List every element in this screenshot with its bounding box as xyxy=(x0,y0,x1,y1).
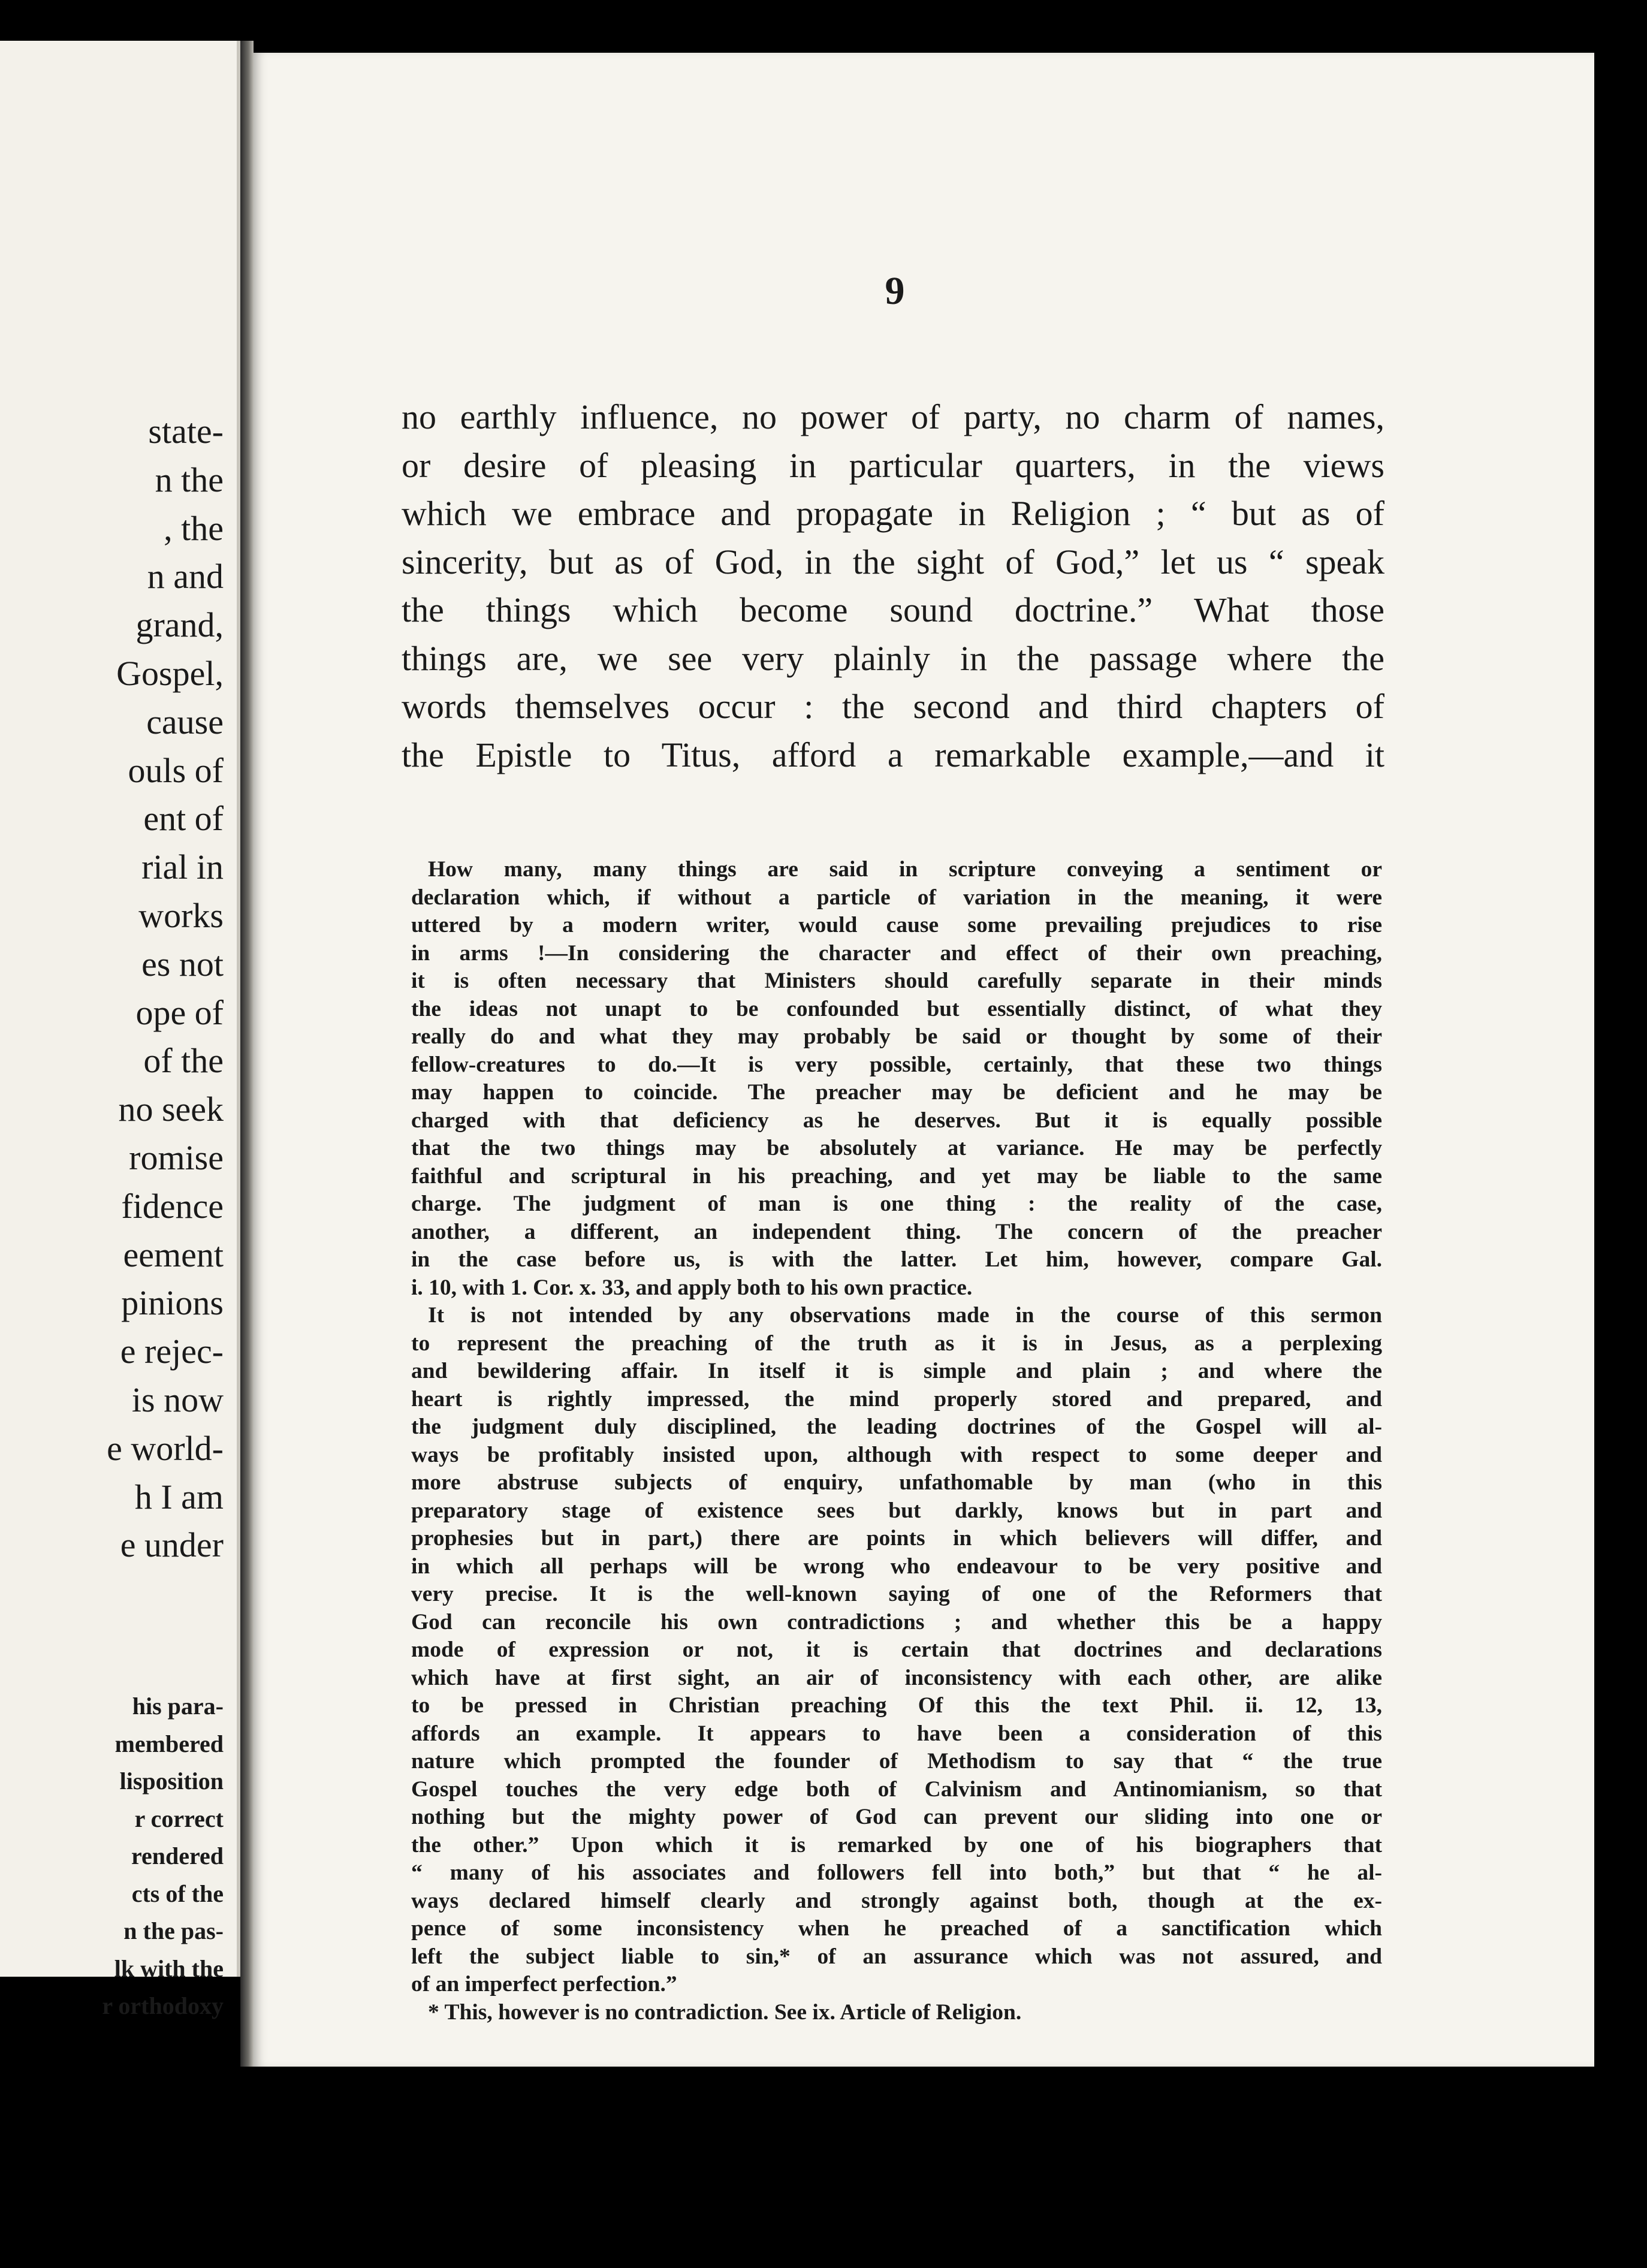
footnote-line: and bewildering affair. In itself it is simple and plain ; and where the xyxy=(411,1359,1382,1383)
footnote-line: very precise. It is the well-known saying of one of the Reformers that xyxy=(411,1582,1382,1606)
footnote-line: charged with that deficiency as he deserves. But it is equally possible xyxy=(411,1108,1382,1133)
facing-page-line: e under xyxy=(120,1525,224,1565)
footnote-line: more abstruse subjects of enquiry, unfathomable by man (who in this xyxy=(411,1470,1382,1495)
footnote-line: faithful and scriptural in his preaching, and yet may be liable to the same xyxy=(411,1163,1382,1189)
footnote-line: prophesies but in part,) there are points in which believers will differ, and xyxy=(411,1526,1382,1551)
facing-page-line: n and xyxy=(147,557,224,596)
facing-page-note-line: cts of the xyxy=(131,1880,224,1907)
body-line: the Epistle to Titus, afford a remarkable example,—and it xyxy=(402,735,1384,774)
footnote-line: fellow-creatures to do.—It is very possible, certainly, that these two things xyxy=(411,1052,1382,1077)
body-line: sincerity, but as of God, in the sight of God,” let us “ speak xyxy=(402,542,1384,581)
body-line: things are, we see very plainly in the passage where the xyxy=(402,638,1384,678)
footnote-line: that the two things may be absolutely at variance. He may be perfectly xyxy=(411,1136,1382,1160)
facing-page-note-line: r orthodoxy xyxy=(102,1992,224,2019)
footnote-line: It is not intended by any observations made in the course of this sermon xyxy=(428,1303,1382,1328)
facing-page-line: ope of xyxy=(135,993,224,1032)
body-paragraph xyxy=(402,393,1384,779)
facing-page-line: Gospel, xyxy=(116,653,224,693)
facing-page-line: ouls of xyxy=(128,750,224,790)
facing-page-footnote xyxy=(102,1688,224,2025)
footnote-line: in the case before us, is with the latter. Let him, however, compare Gal. xyxy=(411,1247,1382,1272)
footnote-line: charge. The judgment of man is one thing : the reality of the case, xyxy=(411,1192,1382,1216)
facing-page-note-line: his para- xyxy=(132,1693,224,1720)
book-page xyxy=(254,53,1594,2067)
footnote-line: declaration which, if without a particle of variation in the meaning, it were xyxy=(411,885,1382,910)
footnote-line: nature which prompted the founder of Methodism to say that “ the true xyxy=(411,1749,1382,1774)
facing-page-line: pinions xyxy=(121,1283,224,1323)
footnote-line: in arms !—In considering the character and effect of their own preaching, xyxy=(411,940,1382,966)
footnote-line: the ideas not unapt to be confounded but essentially distinct, of what they xyxy=(411,996,1382,1021)
footnote-line: uttered by a modern writer, would cause some prevailing prejudices to rise xyxy=(411,913,1382,937)
facing-page-line: works xyxy=(138,895,224,935)
body-line: or desire of pleasing in particular quarters, in the views xyxy=(402,445,1384,485)
facing-page-line: h I am xyxy=(134,1477,224,1516)
footnote-line: really do and what they may probably be said or thought by some of their xyxy=(411,1024,1382,1049)
footnote-line: nothing but the mighty power of God can prevent our sliding into one or xyxy=(411,1805,1382,1829)
footnote-line: “ many of his associates and followers fell into both,” but that “ he al- xyxy=(411,1860,1382,1885)
footnote-line: left the subject liable to sin,* of an assurance which was not assured, and xyxy=(411,1944,1382,1969)
footnote-line: pence of some inconsistency when he preached of a sanctification which xyxy=(411,1916,1382,1941)
footnote-line: the other.” Upon which it is remarked by one of his biographers that xyxy=(411,1832,1382,1857)
facing-page-note-line: lisposition xyxy=(119,1768,224,1795)
facing-page-line: romise xyxy=(129,1138,224,1177)
facing-page-note-line: r correct xyxy=(134,1805,224,1832)
footnote-line: preparatory stage of existence sees but darkly, knows but in part and xyxy=(411,1498,1382,1523)
facing-page-line: is now xyxy=(131,1380,224,1419)
footnotes xyxy=(411,856,1382,2026)
book-gutter xyxy=(240,41,254,2067)
footnote-line: another, a different, an independent thing. The concern of the preacher xyxy=(411,1219,1382,1244)
body-line: words themselves occur : the second and third chapters of xyxy=(402,687,1384,726)
facing-page-line: no seek xyxy=(118,1090,224,1129)
footnote-line: to represent the preaching of the truth as it is in Jesus, as a perplexing xyxy=(411,1331,1382,1356)
facing-page-line: n the xyxy=(155,460,224,499)
facing-page-line: , the xyxy=(164,508,224,548)
facing-page-line: state- xyxy=(148,412,224,451)
footnote-line: of an imperfect perfection.” xyxy=(411,1972,677,1996)
footnote-line: How many, many things are said in scripture conveying a sentiment or xyxy=(428,857,1382,882)
facing-page-line: eement xyxy=(123,1235,224,1274)
footnote-line: Gospel touches the very edge both of Calvinism and Antinomianism, so that xyxy=(411,1777,1382,1802)
facing-page-note-line: n the pas- xyxy=(123,1917,224,1944)
facing-page-line: rial in xyxy=(141,848,224,887)
page-number: 9 xyxy=(885,269,905,313)
facing-page-line: of the xyxy=(143,1041,224,1081)
footnote-line: it is often necessary that Ministers should carefully separate in their minds xyxy=(411,969,1382,993)
footnote-line: may happen to coincide. The preacher may be deficient and he may be xyxy=(411,1080,1382,1105)
facing-page-line: e rejec- xyxy=(120,1332,224,1371)
footnote-line: to be pressed in Christian preaching Of this the text Phil. ii. 12, 13, xyxy=(411,1693,1382,1718)
facing-page-note-line: membered xyxy=(114,1730,224,1757)
facing-page-line: fidence xyxy=(121,1186,224,1226)
body-line: the things which become sound doctrine.” What those xyxy=(402,590,1384,629)
footnote-line: which have at first sight, an air of inconsistency with each other, are alike xyxy=(411,1665,1382,1690)
facing-page-line: cause xyxy=(146,702,224,741)
body-line: which we embrace and propagate in Religion ; “ but as of xyxy=(402,494,1384,533)
facing-page-text xyxy=(107,408,224,1570)
facing-page-note-line: lk with the xyxy=(114,1955,224,1982)
footnote-line: heart is rightly impressed, the mind properly stored and prepared, and xyxy=(411,1386,1382,1412)
footnote-line: ways declared himself clearly and strongly against both, though at the ex- xyxy=(411,1888,1382,1913)
footnote-line: God can reconcile his own contradictions ; and whether this be a happy xyxy=(411,1609,1382,1634)
facing-page-line: ent of xyxy=(143,799,224,839)
facing-page-note-line: rendered xyxy=(131,1842,224,1869)
footnote-line: in which all perhaps will be wrong who endeavour to be very positive and xyxy=(411,1554,1382,1579)
facing-page xyxy=(0,41,240,2019)
footnote-line: ways be profitably insisted upon, although with respect to some deeper and xyxy=(411,1442,1382,1467)
facing-page-line: es not xyxy=(141,944,224,984)
footnote-line: mode of expression or not, it is certain that doctrines and declarations xyxy=(411,1637,1382,1662)
footnote-line: * This, however is no contradiction. See ix. Article of Religion. xyxy=(428,1999,1022,2025)
facing-page-line: e world- xyxy=(107,1428,224,1468)
footnote-line: the judgment duly disciplined, the leading doctrines of the Gospel will al- xyxy=(411,1415,1382,1439)
footnote-line: i. 10, with 1. Cor. x. 33, and apply both to his own practice. xyxy=(411,1275,973,1300)
facing-page-line: grand, xyxy=(135,605,224,645)
body-line: no earthly influence, no power of party, no charm of names, xyxy=(402,397,1384,436)
footnote-line: affords an example. It appears to have been a consideration of this xyxy=(411,1721,1382,1746)
